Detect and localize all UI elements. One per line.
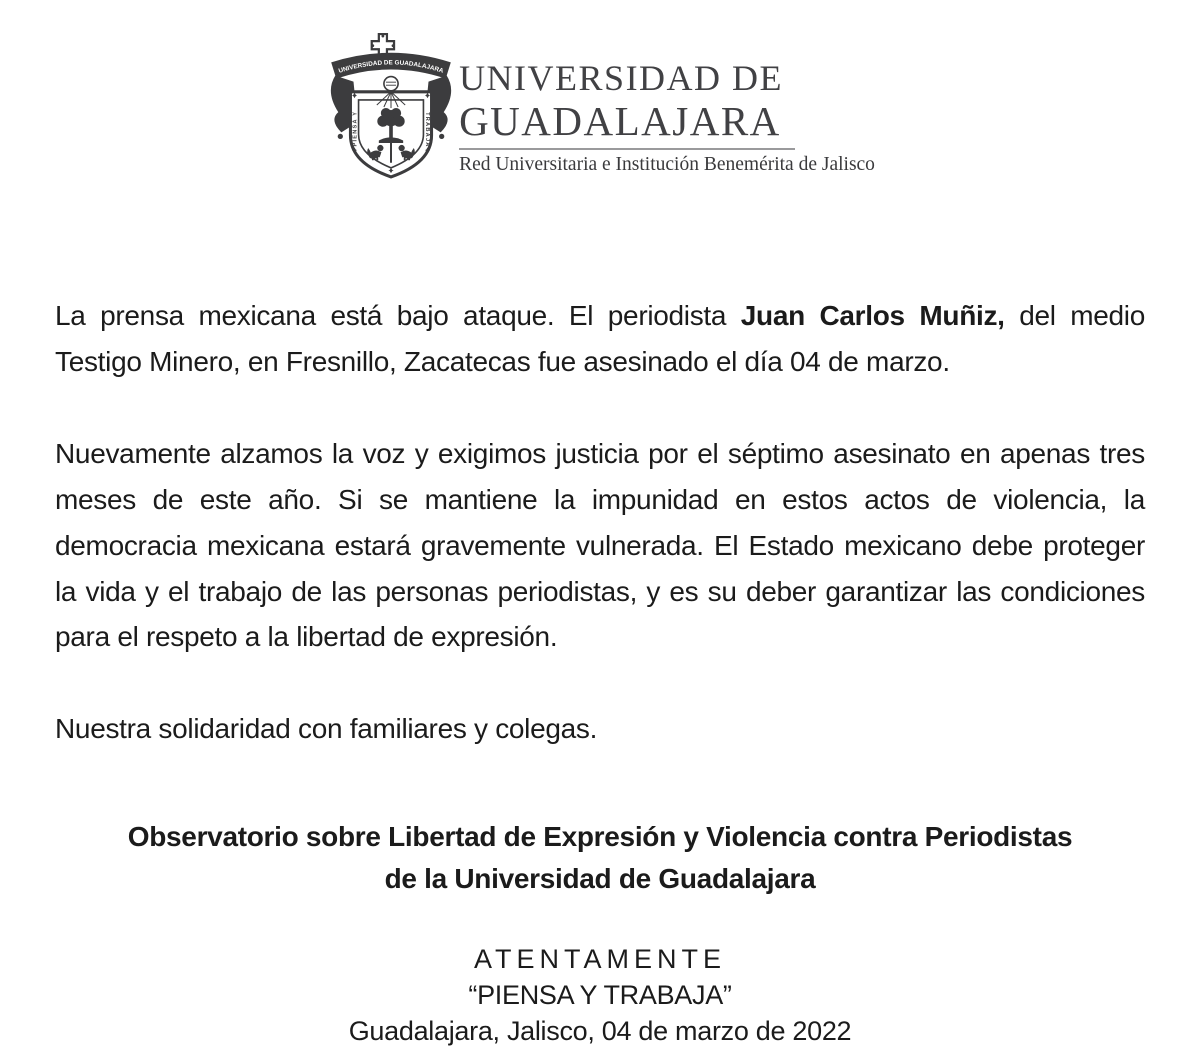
wordmark-divider bbox=[459, 148, 795, 150]
crest-banner bbox=[331, 53, 451, 79]
closing-motto: “PIENSA Y TRABAJA” bbox=[468, 980, 732, 1011]
closing-block bbox=[55, 942, 1145, 1050]
crest-banner-text: UNIVERSIDAD DE GUADALAJARA bbox=[337, 59, 445, 75]
paragraph-2: Nuevamente alzamos la voz y exigimos justicia por el séptimo asesinato en apenas tres meses de este año. Si se mantiene la impunidad en estos actos de violencia, la democracia mexicana estará gravemente vulnerada. El Estado mexicano debe proteger la vida y el trabajo de las personas periodistas, y es su deber garantizar las condiciones para el respeto a la libertad de expresión. bbox=[55, 437, 1145, 653]
signature-line2: de la Universidad de Guadalajara bbox=[384, 863, 816, 895]
closing-atentamente: ATENTAMENTE bbox=[473, 944, 726, 975]
paragraph-3: Nuestra solidaridad con familiares y colegas. bbox=[55, 713, 598, 745]
paragraph-1-continuation: del medio Testigo Minero, en Fresnillo, Zacatecas fue asesinado el día 04 de marzo. bbox=[55, 300, 1145, 377]
crest-left-motto: PIENSA Y bbox=[352, 110, 359, 147]
wordmark-block bbox=[459, 59, 875, 176]
university-subtitle: Red Universitaria e Institución Benemérita de Jalisco bbox=[459, 153, 875, 175]
journalist-name: Juan Carlos Muñiz, bbox=[740, 300, 1005, 331]
signature-block bbox=[55, 816, 1145, 900]
crest-right-motto: TRABAJA bbox=[424, 112, 431, 148]
statement-body bbox=[55, 293, 1145, 1050]
university-name-line1: UNIVERSIDAD DE bbox=[459, 58, 784, 98]
paragraph-1-text: La prensa mexicana está bajo ataque. El periodista bbox=[55, 300, 741, 331]
letterhead bbox=[0, 0, 1200, 181]
university-crest-icon bbox=[325, 33, 457, 181]
closing-dateline: Guadalajara, Jalisco, 04 de marzo de 2022 bbox=[348, 1016, 852, 1047]
signature-line1: Observatorio sobre Libertad de Expresión y Violencia contra Periodistas bbox=[127, 821, 1073, 853]
paragraph-1 bbox=[55, 293, 1145, 385]
university-name-line2: GUADALAJARA bbox=[459, 97, 781, 144]
